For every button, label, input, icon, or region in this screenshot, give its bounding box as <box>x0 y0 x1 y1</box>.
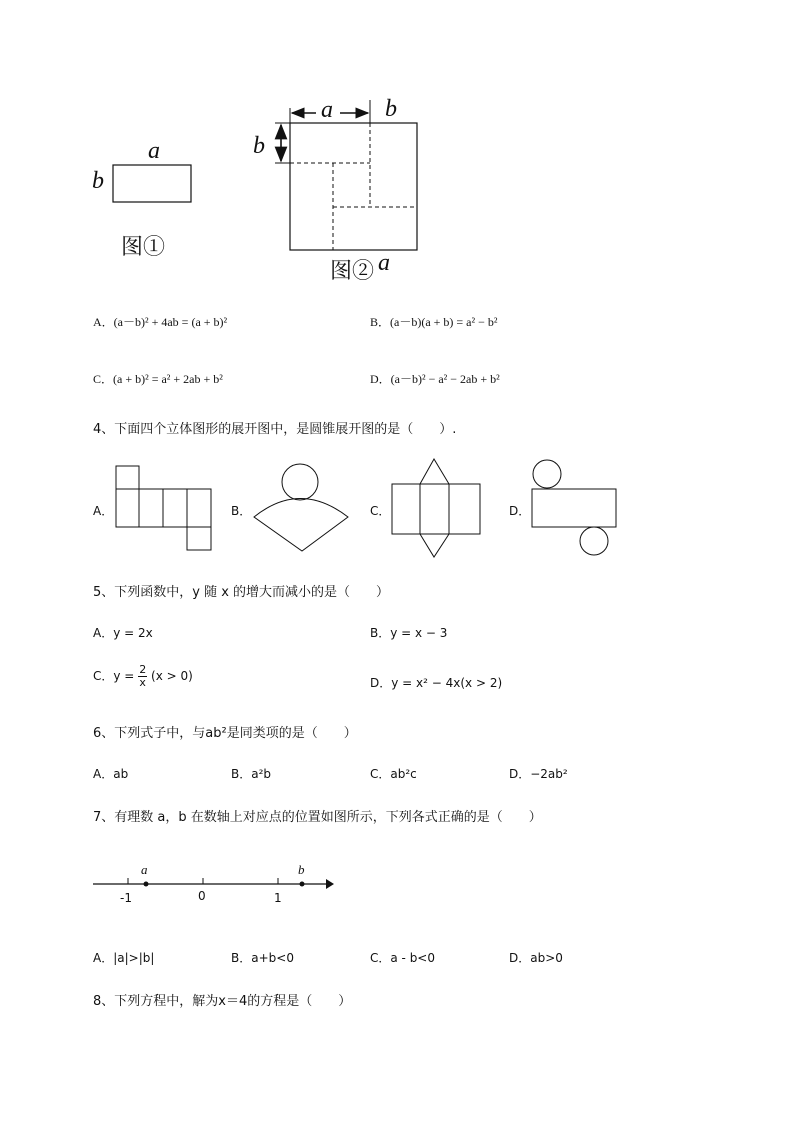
q5-stem: 5、下列函数中，y 随 x 的增大而减小的是（ ） <box>93 585 390 600</box>
figure-1-label: 图① <box>121 235 166 260</box>
q4-option-b-net <box>250 460 360 560</box>
figure-2-bottom-letter: a <box>378 250 390 276</box>
q7-option-b[interactable]: B．a+b<0 <box>231 951 294 965</box>
q7-option-a[interactable]: A．|a|>|b| <box>93 951 155 965</box>
q3-option-c[interactable]: C．(a + b)² = a² + 2ab + b² <box>93 372 223 386</box>
q5-option-d[interactable]: D．y = x² − 4x(x > 2) <box>370 676 503 690</box>
q5-option-a[interactable]: A．y = 2x <box>93 626 153 640</box>
figure-2-side-letter: b <box>253 133 265 159</box>
q7-option-c[interactable]: C．a - b<0 <box>370 951 435 965</box>
q3-option-b[interactable]: B．(a－b)(a + b) = a² − b² <box>370 315 498 329</box>
q7-tick-1: 1 <box>274 891 282 905</box>
q5-option-c-fraction <box>138 664 147 689</box>
figure-2-top-letter-b: b <box>385 96 397 122</box>
q6-option-a[interactable]: A．ab <box>93 767 129 781</box>
q4-option-a-label[interactable]: A． <box>93 504 114 518</box>
q5-option-c-prefix: C．y = <box>93 669 135 683</box>
q4-option-a-net <box>110 460 230 560</box>
q7-point-a-dot <box>144 882 149 887</box>
q7-point-a-label: a <box>141 862 148 877</box>
q7-point-b-label: b <box>298 862 305 877</box>
q5-option-c-suffix: (x > 0) <box>151 669 193 683</box>
q6-option-c[interactable]: C．ab²c <box>370 767 417 781</box>
q4-option-c-net <box>388 455 488 565</box>
q6-option-d[interactable]: D．−2ab² <box>509 767 568 781</box>
q5-option-c[interactable] <box>93 664 193 689</box>
q5-option-c-denominator: x <box>139 676 146 689</box>
q4-option-b-label[interactable]: B． <box>231 504 252 518</box>
q4-option-c-label[interactable]: C． <box>370 504 391 518</box>
q4-stem: 4、下面四个立体图形的展开图中，是圆锥展开图的是（ ）. <box>93 422 457 437</box>
q7-point-b-dot <box>300 882 305 887</box>
figure-2-label: 图② <box>330 259 375 284</box>
q4-option-d-label[interactable]: D． <box>509 504 531 518</box>
q3-option-a[interactable]: A．(a－b)² + 4ab = (a + b)² <box>93 315 228 329</box>
q6-stem: 6、下列式子中，与ab²是同类项的是（ ） <box>93 726 357 741</box>
q7-tick-neg1: -1 <box>120 891 132 905</box>
q7-number-line <box>0 860 794 920</box>
figure-2-top-letter-a: a <box>321 97 333 123</box>
q5-option-b[interactable]: B．y = x − 3 <box>370 626 448 640</box>
q6-option-b[interactable]: B．a²b <box>231 767 272 781</box>
q7-stem: 7、有理数 a，b 在数轴上对应点的位置如图所示，下列各式正确的是（ ） <box>93 810 542 825</box>
figure-2-square <box>0 0 794 300</box>
q5-option-c-numerator: 2 <box>139 663 147 676</box>
q3-option-d[interactable]: D．(a－b)² − a² − 2ab + b² <box>370 372 500 386</box>
figure-1-top-letter: a <box>148 138 160 164</box>
q8-stem: 8、下列方程中，解为x＝4的方程是（ ） <box>93 994 352 1009</box>
q7-tick-0: 0 <box>198 889 206 903</box>
figure-1-side-letter: b <box>92 168 104 194</box>
q7-option-d[interactable]: D．ab>0 <box>509 951 563 965</box>
q4-option-d-net <box>528 455 628 565</box>
